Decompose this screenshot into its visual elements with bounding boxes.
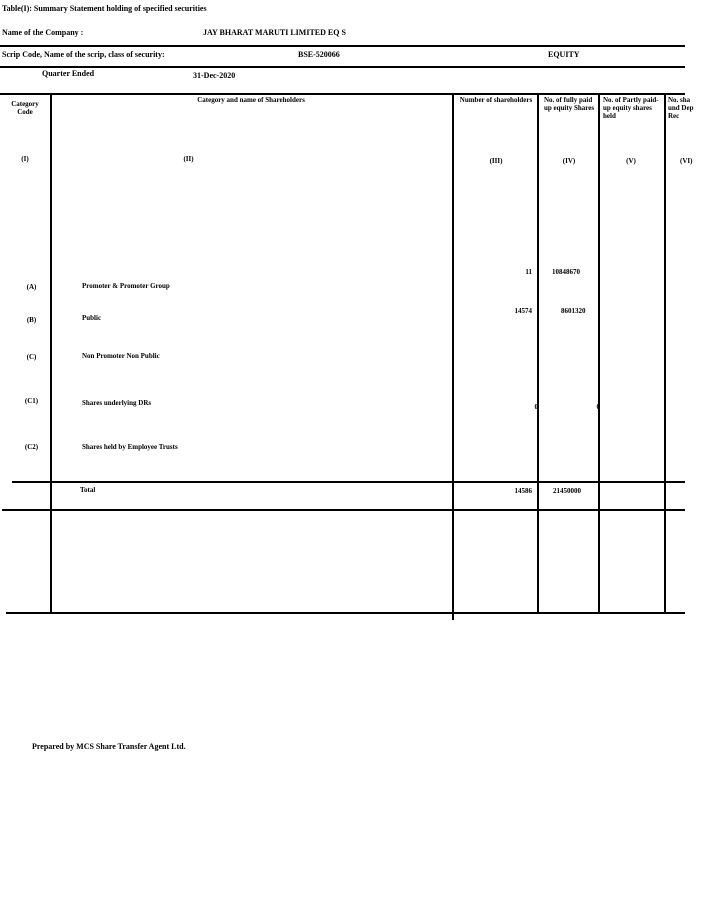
row-name: Shares underlying DRs <box>82 399 152 407</box>
col-num-holders: (III) <box>489 157 503 165</box>
company-name: JAY BHARAT MARUTI LIMITED EQ S <box>203 28 346 37</box>
quarter-value: 31-Dec-2020 <box>193 71 236 80</box>
scrip-label: Scrip Code, Name of the scrip, class of security: <box>2 50 165 59</box>
row-name: Non Promoter Non Public <box>82 352 160 360</box>
col-num-code: (I) <box>21 155 29 163</box>
scrip-class: EQUITY <box>548 50 580 59</box>
col-header-holders: Number of shareholders <box>459 96 533 104</box>
table-top-border <box>0 93 685 95</box>
row-shares: 8601320 <box>561 307 586 315</box>
col-header-name: Category and name of Shareholders <box>197 96 305 104</box>
row-holders: 11 <box>525 268 532 276</box>
col-num-partly: (V) <box>626 157 636 165</box>
col-header-shares: No. of fully paid up equity Shares <box>544 96 595 112</box>
rule <box>0 66 685 68</box>
row-shares: 10848670 <box>552 268 580 276</box>
col-num-shares: (IV) <box>562 157 576 165</box>
col-header-code: Category Code <box>11 100 39 116</box>
row-name: Public <box>82 314 102 322</box>
footer-note: Prepared by MCS Share Transfer Agent Ltd. <box>32 742 186 751</box>
quarter-label: Quarter Ended <box>42 69 95 78</box>
col-header-depository: No. sha und Dep Rec <box>668 96 694 120</box>
row-name: Promoter & Promoter Group <box>82 282 170 290</box>
table-title: Table(I): Summary Statement holding of specified securities <box>2 4 207 13</box>
total-label: Total <box>80 486 96 494</box>
col-divider <box>452 93 454 620</box>
company-label: Name of the Company : <box>2 28 84 37</box>
row-code: (C2) <box>24 443 39 451</box>
row-code: (C) <box>26 353 37 361</box>
row-name: Shares held by Employee Trusts <box>82 443 178 451</box>
total-top-border <box>12 481 685 483</box>
row-shares: 0 <box>596 403 600 411</box>
col-num-depository: (VI) <box>680 157 693 165</box>
row-code: (C1) <box>24 397 39 405</box>
total-bottom-border <box>2 509 685 511</box>
total-shares: 21450000 <box>553 487 581 495</box>
col-num-name: (II) <box>183 155 194 163</box>
table-bottom-border <box>6 612 685 614</box>
rule <box>0 45 685 47</box>
row-holders: 0 <box>534 403 538 411</box>
col-divider <box>598 93 600 614</box>
col-divider <box>664 93 666 614</box>
row-code: (B) <box>26 316 37 324</box>
scrip-code: BSE-520066 <box>298 50 340 59</box>
row-holders: 14574 <box>514 307 532 315</box>
col-header-partly: No. of Partly paid-up equity shares held <box>603 96 659 120</box>
col-divider <box>537 93 539 614</box>
total-holders: 14586 <box>514 487 532 495</box>
row-code: (A) <box>26 283 37 291</box>
